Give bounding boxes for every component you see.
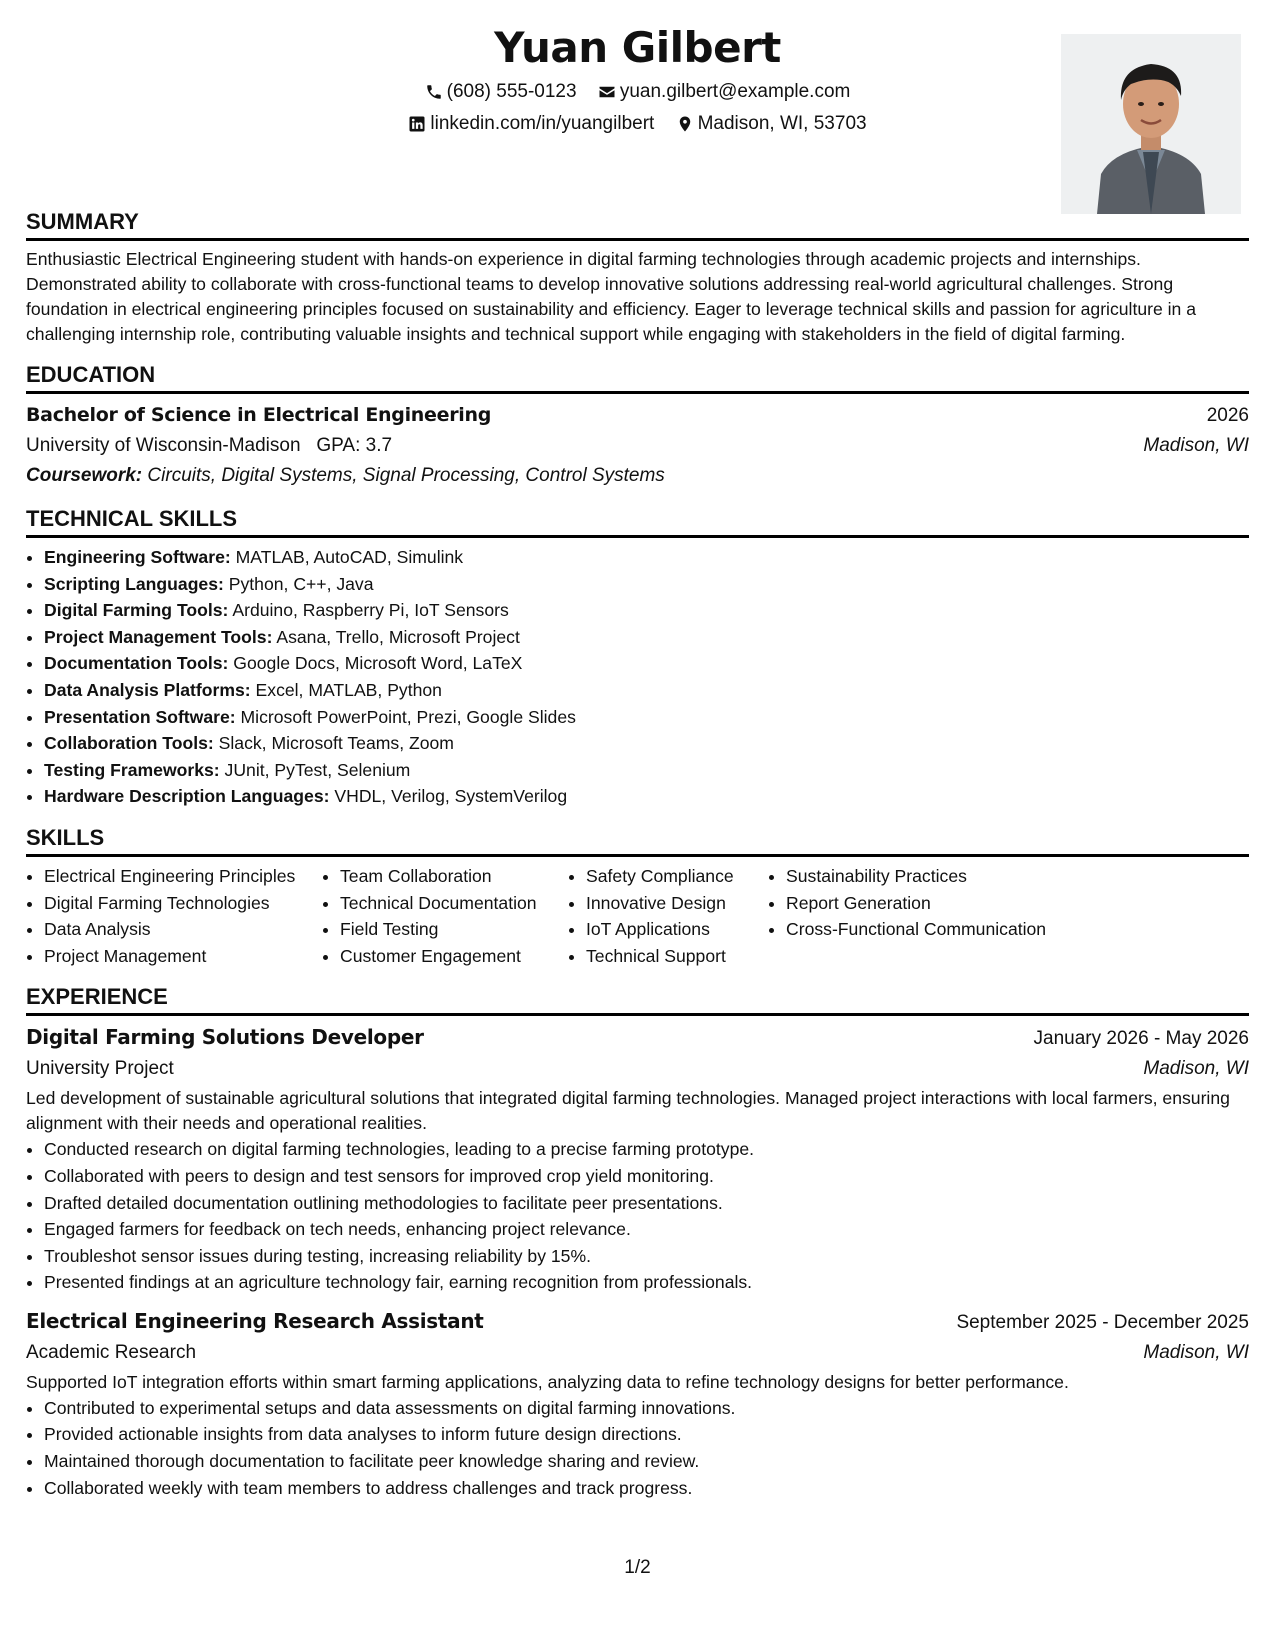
job-dates: September 2025 - December 2025 (956, 1311, 1249, 1333)
resume-page (26, 20, 1249, 1501)
experience-heading: EXPERIENCE (26, 983, 1249, 1016)
skill-label: Engineering Software: (44, 547, 231, 567)
job-entry (26, 1022, 1249, 1296)
phone-contact (425, 80, 577, 104)
skill-label: Documentation Tools: (44, 653, 229, 674)
profile-photo (1061, 34, 1241, 214)
skill-label: Scripting Languages: (44, 573, 224, 594)
job-location: Madison, WI (1143, 1341, 1249, 1363)
skill-value: Google Docs, Microsoft Word, LaTeX (233, 653, 523, 674)
list-item: • Collaborated with peers to design and test sensors for improved crop yield monitoring. (44, 1163, 1249, 1190)
location-contact (676, 112, 867, 136)
degree-title: Bachelor of Science in Electrical Engineering (26, 404, 491, 426)
list-item: • Technical Documentation (340, 890, 568, 917)
skills-grid (26, 863, 1249, 969)
skill-label: Collaboration Tools: (44, 733, 214, 754)
list-item: • Provided actionable insights from data analyses to inform future design directions. (44, 1421, 1249, 1448)
list-item: • Conducted research on digital farming technologies, leading to a precise farming prototype. (44, 1136, 1249, 1163)
education-school-row (26, 431, 1249, 461)
list-item: • Drafted detailed documentation outlining methodologies to facilitate peer presentations. (44, 1190, 1249, 1217)
job-bullets (26, 1136, 1249, 1296)
job-org-row (26, 1338, 1249, 1368)
list-item (44, 597, 1249, 624)
job-title: Electrical Engineering Research Assistant (26, 1308, 484, 1333)
location-text: Madison, WI, 53703 (697, 113, 867, 134)
list-item (44, 624, 1249, 651)
list-item (44, 704, 1249, 731)
job-organization: Academic Research (26, 1341, 197, 1363)
linkedin-contact[interactable] (408, 112, 654, 136)
skill-value: Asana, Trello, Microsoft Project (276, 626, 520, 647)
gpa: GPA: 3.7 (316, 435, 393, 456)
candidate-name: Yuan Gilbert (494, 23, 781, 72)
job-location: Madison, WI (1143, 1058, 1249, 1080)
skill-value: MATLAB, AutoCAD, Simulink (235, 547, 464, 567)
list-item: • Cross-Functional Communication (786, 916, 1046, 943)
list-item: • Project Management (44, 943, 322, 970)
job-bullets (26, 1395, 1249, 1501)
skill-value: Excel, MATLAB, Python (255, 679, 442, 700)
skills-section (26, 824, 1249, 969)
coursework-label: Coursework: (26, 465, 143, 486)
school-name: University of Wisconsin-Madison (26, 435, 301, 456)
skill-value: Arduino, Raspberry Pi, IoT Sensors (232, 600, 509, 621)
list-item: • Collaborated weekly with team members to address challenges and track progress. (44, 1475, 1249, 1502)
page-number: 1/2 (624, 1557, 651, 1578)
skills-heading: SKILLS (26, 824, 1249, 857)
skill-value: Slack, Microsoft Teams, Zoom (218, 733, 454, 754)
technical-skills-heading: TECHNICAL SKILLS (26, 505, 1249, 538)
skill-value: Python, C++, Java (228, 573, 374, 594)
list-item: • Contributed to experimental setups and data assessments on digital farming innovations. (44, 1395, 1249, 1422)
skills-column-4 (768, 863, 1046, 969)
email-address[interactable]: yuan.gilbert@example.com (619, 81, 851, 102)
skills-column-3 (568, 863, 768, 969)
job-description: Supported IoT integration efforts within smart farming applications, analyzing data to refine technology designs for better performance. (26, 1371, 1069, 1392)
skill-label: Project Management Tools: (44, 626, 273, 647)
job-org-row (26, 1054, 1249, 1084)
skill-value: VHDL, Verilog, SystemVerilog (334, 786, 568, 807)
list-item: • Presented findings at an agriculture technology fair, earning recognition from professionals. (44, 1269, 1249, 1296)
list-item (44, 730, 1249, 757)
summary-text: Enthusiastic Electrical Engineering student with hands-on experience in digital farming technologies through academic projects and internships. Demonstrated ability to collaborate with cross-functional teams to develop innovative solutions addressing real-world agricultural challenges. Strong foundation in electrical engineering principles focused on sustainability and efficiency. Eager to leverage technical skills and passion for agriculture in a challenging internship role, contributing valuable insights and technical support while engaging with stakeholders in the field of digital farming. (26, 249, 1197, 344)
list-item: • Troubleshot sensor issues during testing, increasing reliability by 15%. (44, 1243, 1249, 1270)
skill-value: Microsoft PowerPoint, Prezi, Google Slides (240, 706, 576, 727)
email-contact[interactable] (598, 80, 851, 104)
skills-column-2 (322, 863, 568, 969)
school-info (26, 431, 392, 461)
coursework (26, 461, 1249, 491)
coursework-list: Circuits, Digital Systems, Signal Processing, Control Systems (147, 465, 665, 486)
job-title: Digital Farming Solutions Developer (26, 1025, 424, 1050)
skill-value: JUnit, PyTest, Selenium (224, 759, 411, 780)
graduation-year: 2026 (1206, 405, 1249, 426)
job-dates: January 2026 - May 2026 (1033, 1028, 1249, 1050)
skill-label: Data Analysis Platforms: (44, 679, 251, 700)
list-item (44, 783, 1249, 810)
list-item: • Innovative Design (586, 890, 768, 917)
envelope-icon (598, 83, 616, 101)
job-title-row (26, 1306, 1249, 1338)
job-description: Led development of sustainable agricultural solutions that integrated digital farming technologies. Managed project interactions with local farmers, ensuring alignment with their needs and operational realities. (26, 1088, 1230, 1134)
job-title-row (26, 1022, 1249, 1054)
phone-icon (425, 83, 443, 101)
technical-skills-section (26, 505, 1249, 810)
education-section (26, 361, 1249, 491)
list-item: • Engaged farmers for feedback on tech needs, enhancing project relevance. (44, 1216, 1249, 1243)
summary-section (26, 208, 1249, 347)
education-heading: EDUCATION (26, 361, 1249, 394)
list-item (44, 544, 1249, 571)
skills-column-1 (26, 863, 322, 969)
list-item: • Customer Engagement (340, 943, 568, 970)
list-item (44, 650, 1249, 677)
technical-skills-list (26, 544, 1249, 810)
list-item: • Electrical Engineering Principles (44, 863, 322, 890)
resume-header (26, 20, 1249, 208)
list-item: • Digital Farming Technologies (44, 890, 322, 917)
map-pin-icon (676, 115, 694, 133)
skill-label: Testing Frameworks: (44, 759, 220, 780)
list-item: • Safety Compliance (586, 863, 768, 890)
list-item: • Maintained thorough documentation to facilitate peer knowledge sharing and review. (44, 1448, 1249, 1475)
experience-section (26, 983, 1249, 1501)
list-item (44, 571, 1249, 598)
list-item: • Technical Support (586, 943, 768, 970)
list-item (44, 677, 1249, 704)
skill-label: Digital Farming Tools: (44, 600, 229, 621)
list-item: • Team Collaboration (340, 863, 568, 890)
list-item: • Field Testing (340, 916, 568, 943)
job-entry (26, 1306, 1249, 1501)
list-item: • IoT Applications (586, 916, 768, 943)
list-item: • Data Analysis (44, 916, 322, 943)
summary-heading: SUMMARY (26, 208, 1249, 241)
education-degree-row (26, 400, 1249, 431)
skill-label: Presentation Software: (44, 706, 236, 727)
list-item (44, 757, 1249, 784)
skill-label: Hardware Description Languages: (44, 786, 330, 807)
list-item: • Sustainability Practices (786, 863, 1046, 890)
linkedin-url[interactable]: linkedin.com/in/yuangilbert (430, 113, 655, 134)
list-item: • Report Generation (786, 890, 1046, 917)
linkedin-icon (408, 115, 426, 133)
phone-number: (608) 555-0123 (446, 81, 577, 102)
school-location: Madison, WI (1143, 435, 1249, 456)
job-organization: University Project (26, 1058, 174, 1080)
